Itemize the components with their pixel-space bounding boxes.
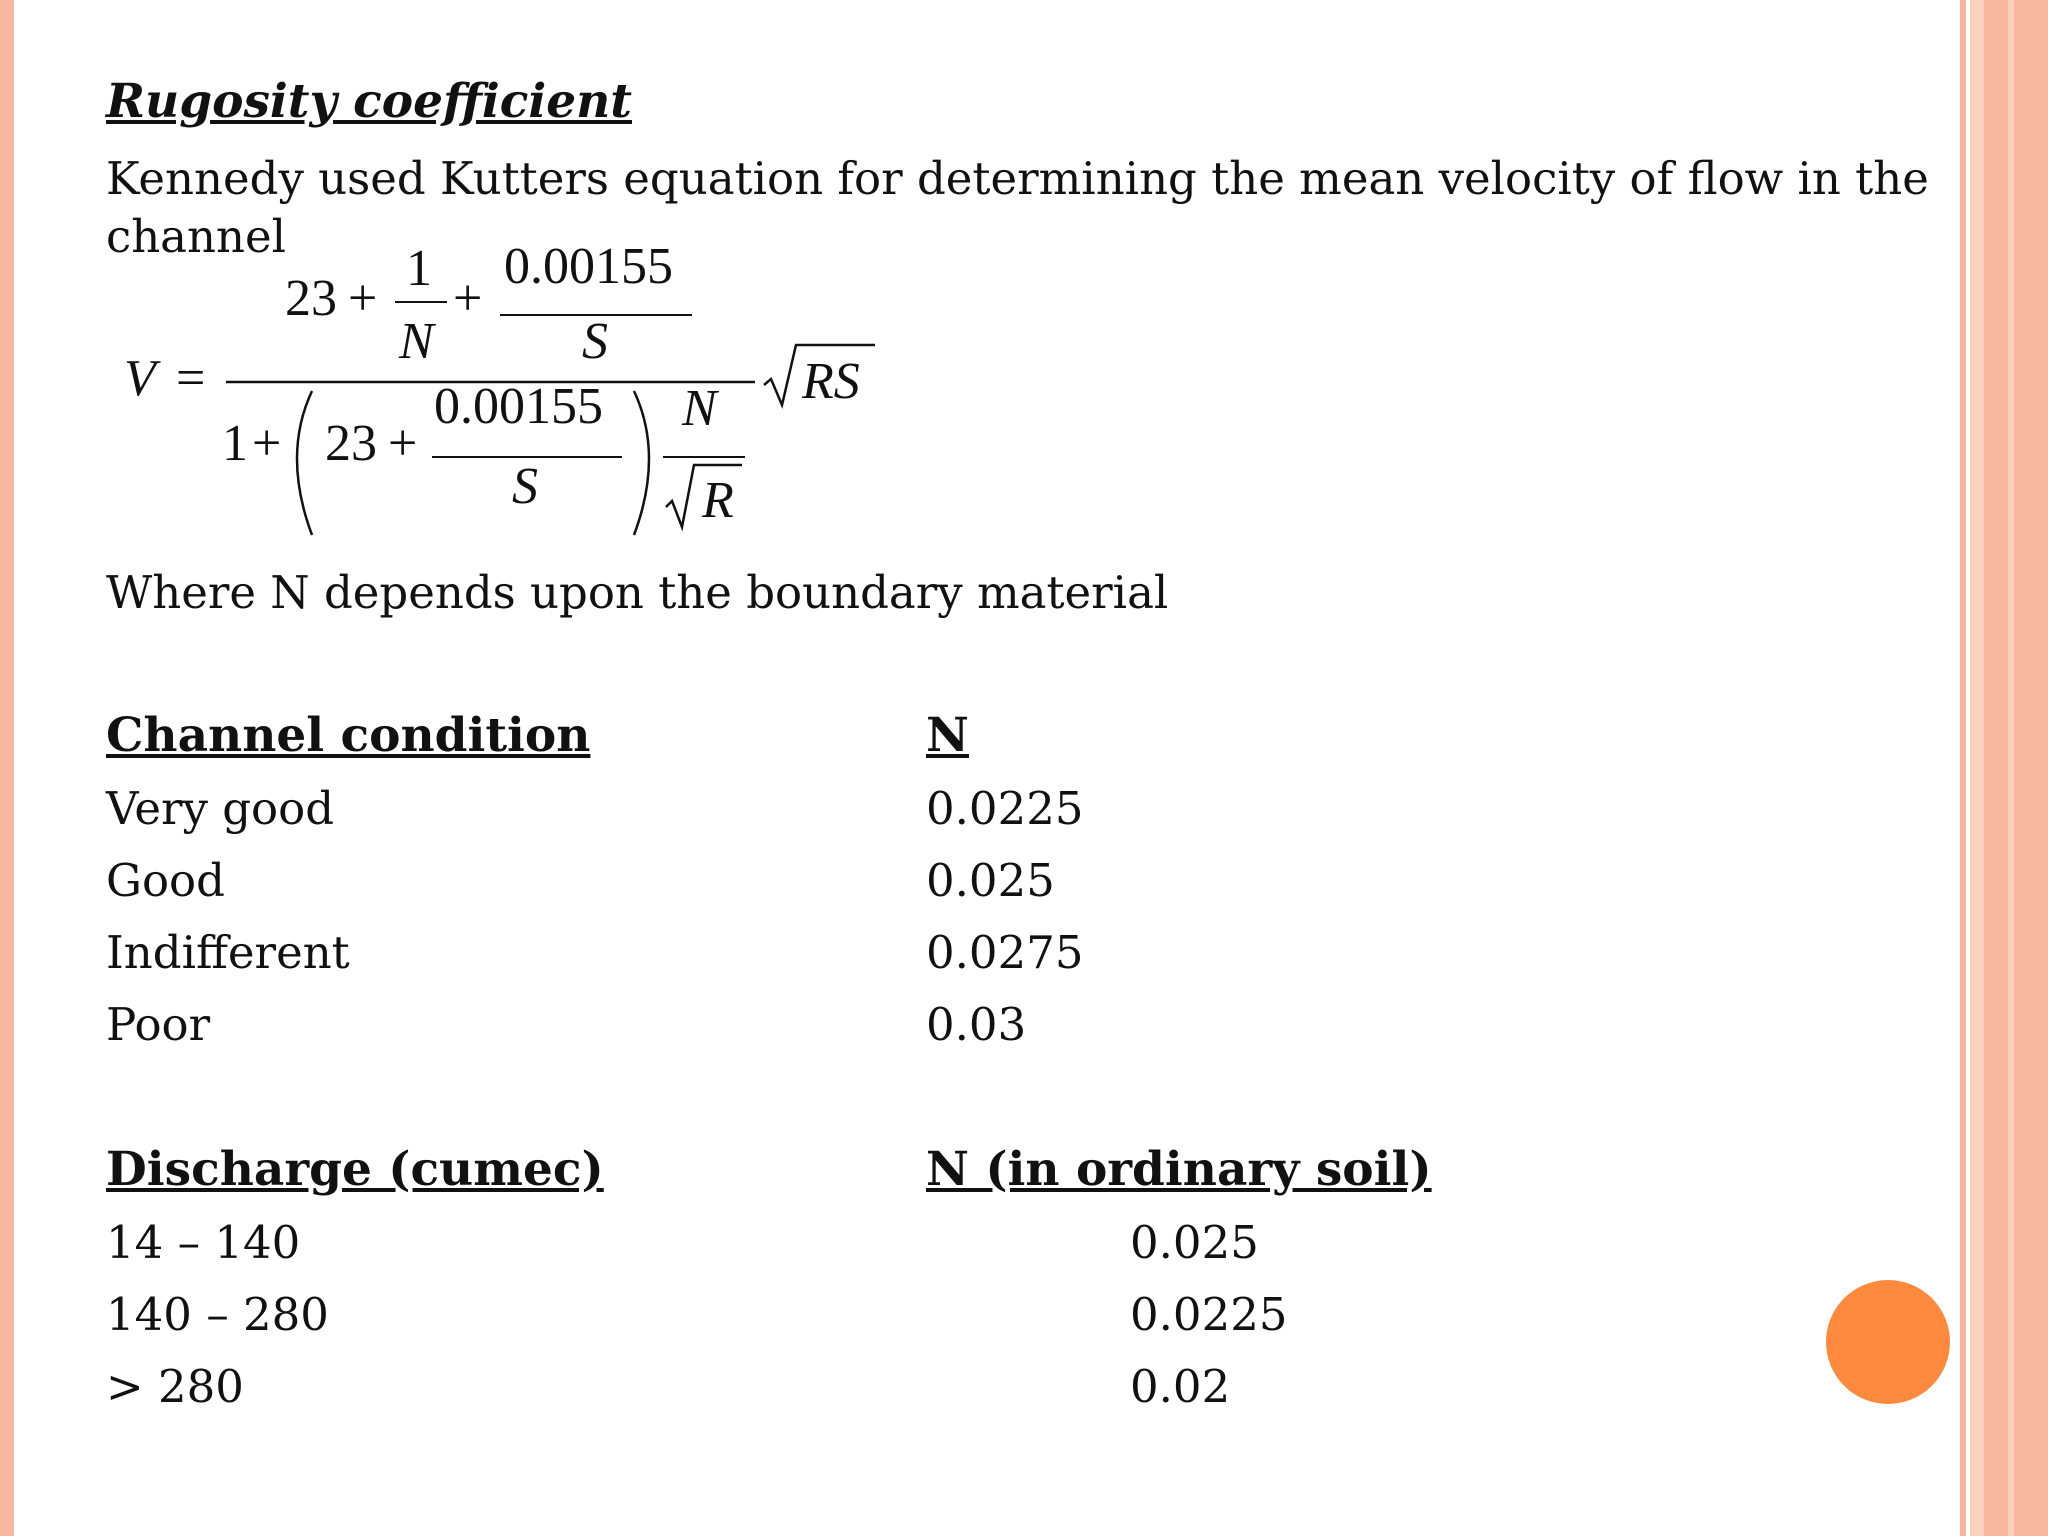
table2-row-n: 0.0225 — [1130, 1288, 1288, 1341]
table1-row-condition: Indifferent — [106, 926, 350, 979]
denominator-coef: 0.00155 — [434, 378, 603, 435]
denominator-R: R — [702, 472, 734, 529]
numerator-S: S — [582, 313, 608, 370]
table1-row-condition: Poor — [106, 998, 211, 1051]
denominator-one: 1 — [222, 415, 248, 472]
table1-row-n: 0.0225 — [926, 782, 1084, 835]
table1-row-condition: Good — [106, 854, 225, 907]
denominator-23: 23 — [325, 415, 377, 472]
right-border-stripe — [1970, 0, 1984, 1536]
denominator-S: S — [512, 458, 538, 515]
denominator-N: N — [682, 380, 717, 437]
right-border-stripe — [2014, 0, 2048, 1536]
intro-paragraph: Kennedy used Kutters equation for determining the mean velocity of flow in the channel — [106, 152, 1929, 263]
table2-header-n: N (in ordinary soil) — [926, 1142, 1432, 1197]
numerator-23: 23 — [285, 270, 337, 327]
numerator-plus-2: + — [453, 270, 483, 327]
table1-header-n: N — [926, 708, 969, 763]
denominator-plus: + — [252, 415, 282, 472]
table2-row-discharge: 14 – 140 — [106, 1216, 301, 1269]
table2-header-discharge: Discharge (cumec) — [106, 1142, 604, 1197]
denominator-plus-2: + — [388, 415, 418, 472]
table1-header-condition: Channel condition — [106, 708, 591, 763]
formula-equals: = — [176, 350, 206, 407]
right-border-stripe — [1984, 0, 2008, 1536]
decorative-orange-circle — [1826, 1280, 1950, 1404]
table1-row-condition: Very good — [106, 782, 335, 835]
formula-lhs: V — [124, 350, 156, 407]
left-paren — [297, 391, 312, 535]
formula-graphic — [110, 245, 890, 545]
right-border-stripe — [1960, 0, 1966, 1536]
slide-heading: Rugosity coefficient — [106, 74, 632, 129]
where-text: Where N depends upon the boundary material — [106, 566, 1169, 619]
table1-row-n: 0.0275 — [926, 926, 1084, 979]
sqrt-rs-text: RS — [802, 353, 860, 410]
right-paren — [634, 391, 649, 535]
numerator-one: 1 — [406, 245, 432, 297]
table2-row-n: 0.02 — [1130, 1360, 1231, 1413]
kutter-formula — [110, 245, 890, 545]
table1-row-n: 0.025 — [926, 854, 1055, 907]
table2-row-discharge: > 280 — [106, 1360, 244, 1413]
table2-row-discharge: 140 – 280 — [106, 1288, 329, 1341]
table1-row-n: 0.03 — [926, 998, 1027, 1051]
numerator-plus-1: + — [348, 270, 378, 327]
table2-row-n: 0.025 — [1130, 1216, 1259, 1269]
numerator-N: N — [399, 313, 434, 370]
numerator-coef: 0.00155 — [504, 245, 673, 295]
left-border-decoration — [0, 0, 14, 1536]
